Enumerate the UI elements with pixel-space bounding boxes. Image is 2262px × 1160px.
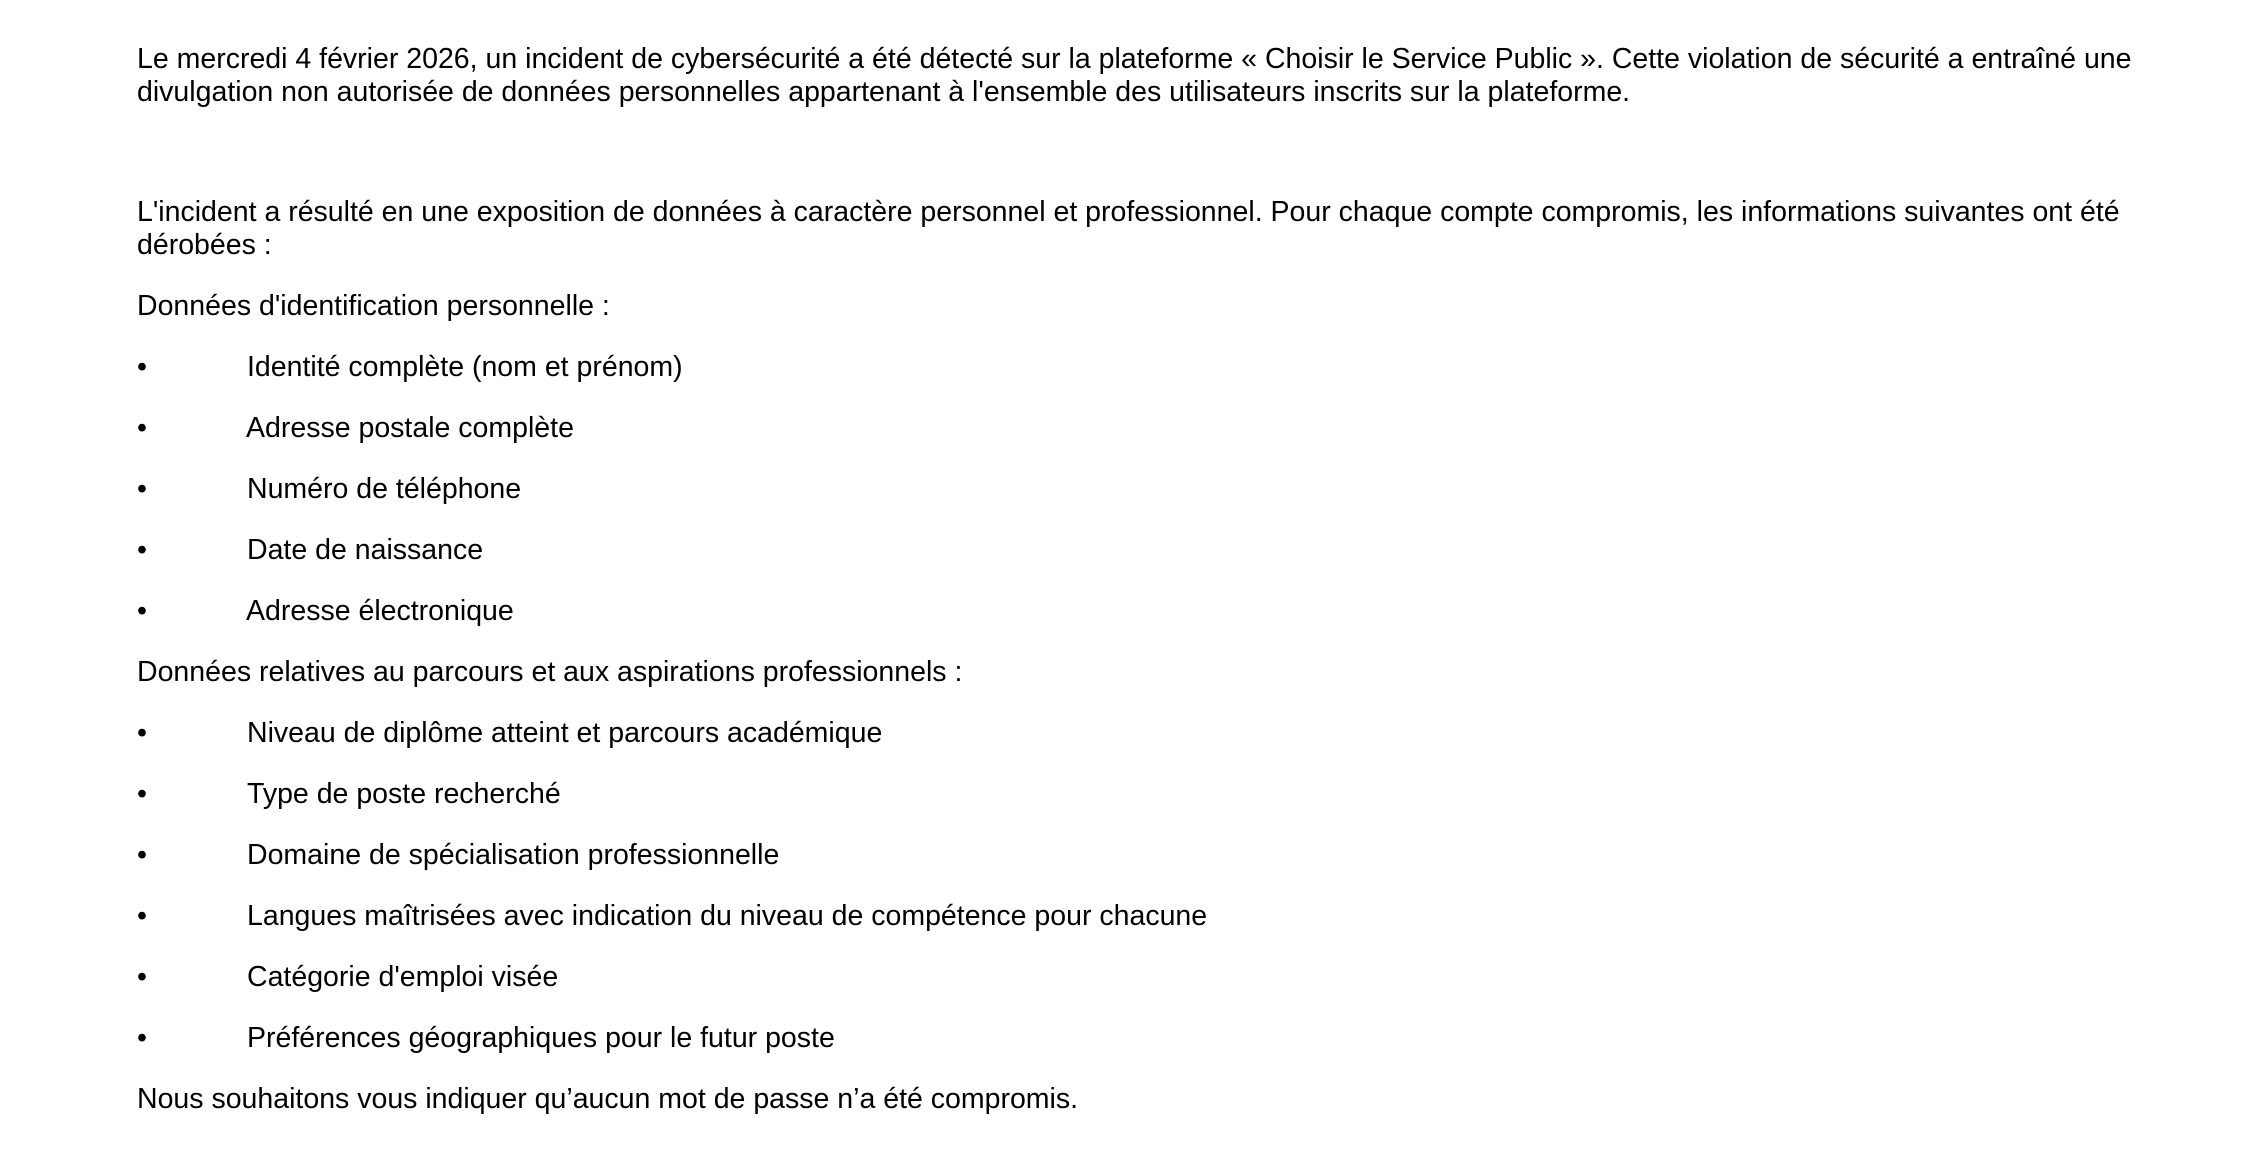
bullet-icon: •	[137, 900, 147, 932]
list-item-text: Langues maîtrisées avec indication du niveau de compétence pour chacune	[247, 900, 1208, 932]
list-item-text: Type de poste recherché	[247, 778, 561, 810]
list-item-text: Domaine de spécialisation professionnelle	[247, 839, 780, 871]
bullet-icon: •	[137, 1022, 147, 1054]
intro-line-1: Le mercredi 4 février 2026, un incident de cybersécurité a été détecté sur la plateforme « Choisir le Service Public ». Cette violation de sécurité a entraîné une	[137, 43, 2132, 75]
list-item-text: Catégorie d'emploi visée	[247, 961, 559, 993]
bullet-icon: •	[137, 839, 147, 871]
list-item-text: Date de naissance	[247, 534, 484, 566]
exposure-line-2: dérobées :	[137, 229, 272, 261]
bullet-icon: •	[137, 351, 147, 383]
list-item-text: Préférences géographiques pour le futur poste	[247, 1022, 835, 1054]
intro-paragraph	[137, 43, 2132, 109]
exposure-paragraph	[137, 196, 2120, 262]
bullet-icon: •	[137, 473, 147, 505]
bullet-icon: •	[137, 717, 147, 749]
bullet-icon: •	[137, 961, 147, 993]
bullet-icon: •	[137, 534, 147, 566]
list-item-text: Niveau de diplôme atteint et parcours académique	[247, 717, 883, 749]
professional-data-heading: Données relatives au parcours et aux aspirations professionnels :	[137, 656, 963, 688]
exposure-line-1: L'incident a résulté en une exposition de données à caractère personnel et professionnel. Pour chaque compte compromis, les informations suivantes ont été	[137, 196, 2120, 228]
personal-data-heading: Données d'identification personnelle :	[137, 290, 610, 322]
bullet-icon: •	[137, 778, 147, 810]
list-item-text: Adresse postale complète	[246, 412, 574, 444]
list-item-text: Adresse électronique	[246, 595, 514, 627]
bullet-icon: •	[137, 595, 147, 627]
list-item-text: Identité complète (nom et prénom)	[247, 351, 683, 383]
intro-line-2: divulgation non autorisée de données personnelles appartenant à l'ensemble des utilisateurs inscrits sur la plateforme.	[137, 76, 1631, 108]
closing-statement: Nous souhaitons vous indiquer qu’aucun mot de passe n’a été compromis.	[137, 1083, 1079, 1115]
list-item-text: Numéro de téléphone	[247, 473, 522, 505]
bullet-icon: •	[137, 412, 147, 444]
